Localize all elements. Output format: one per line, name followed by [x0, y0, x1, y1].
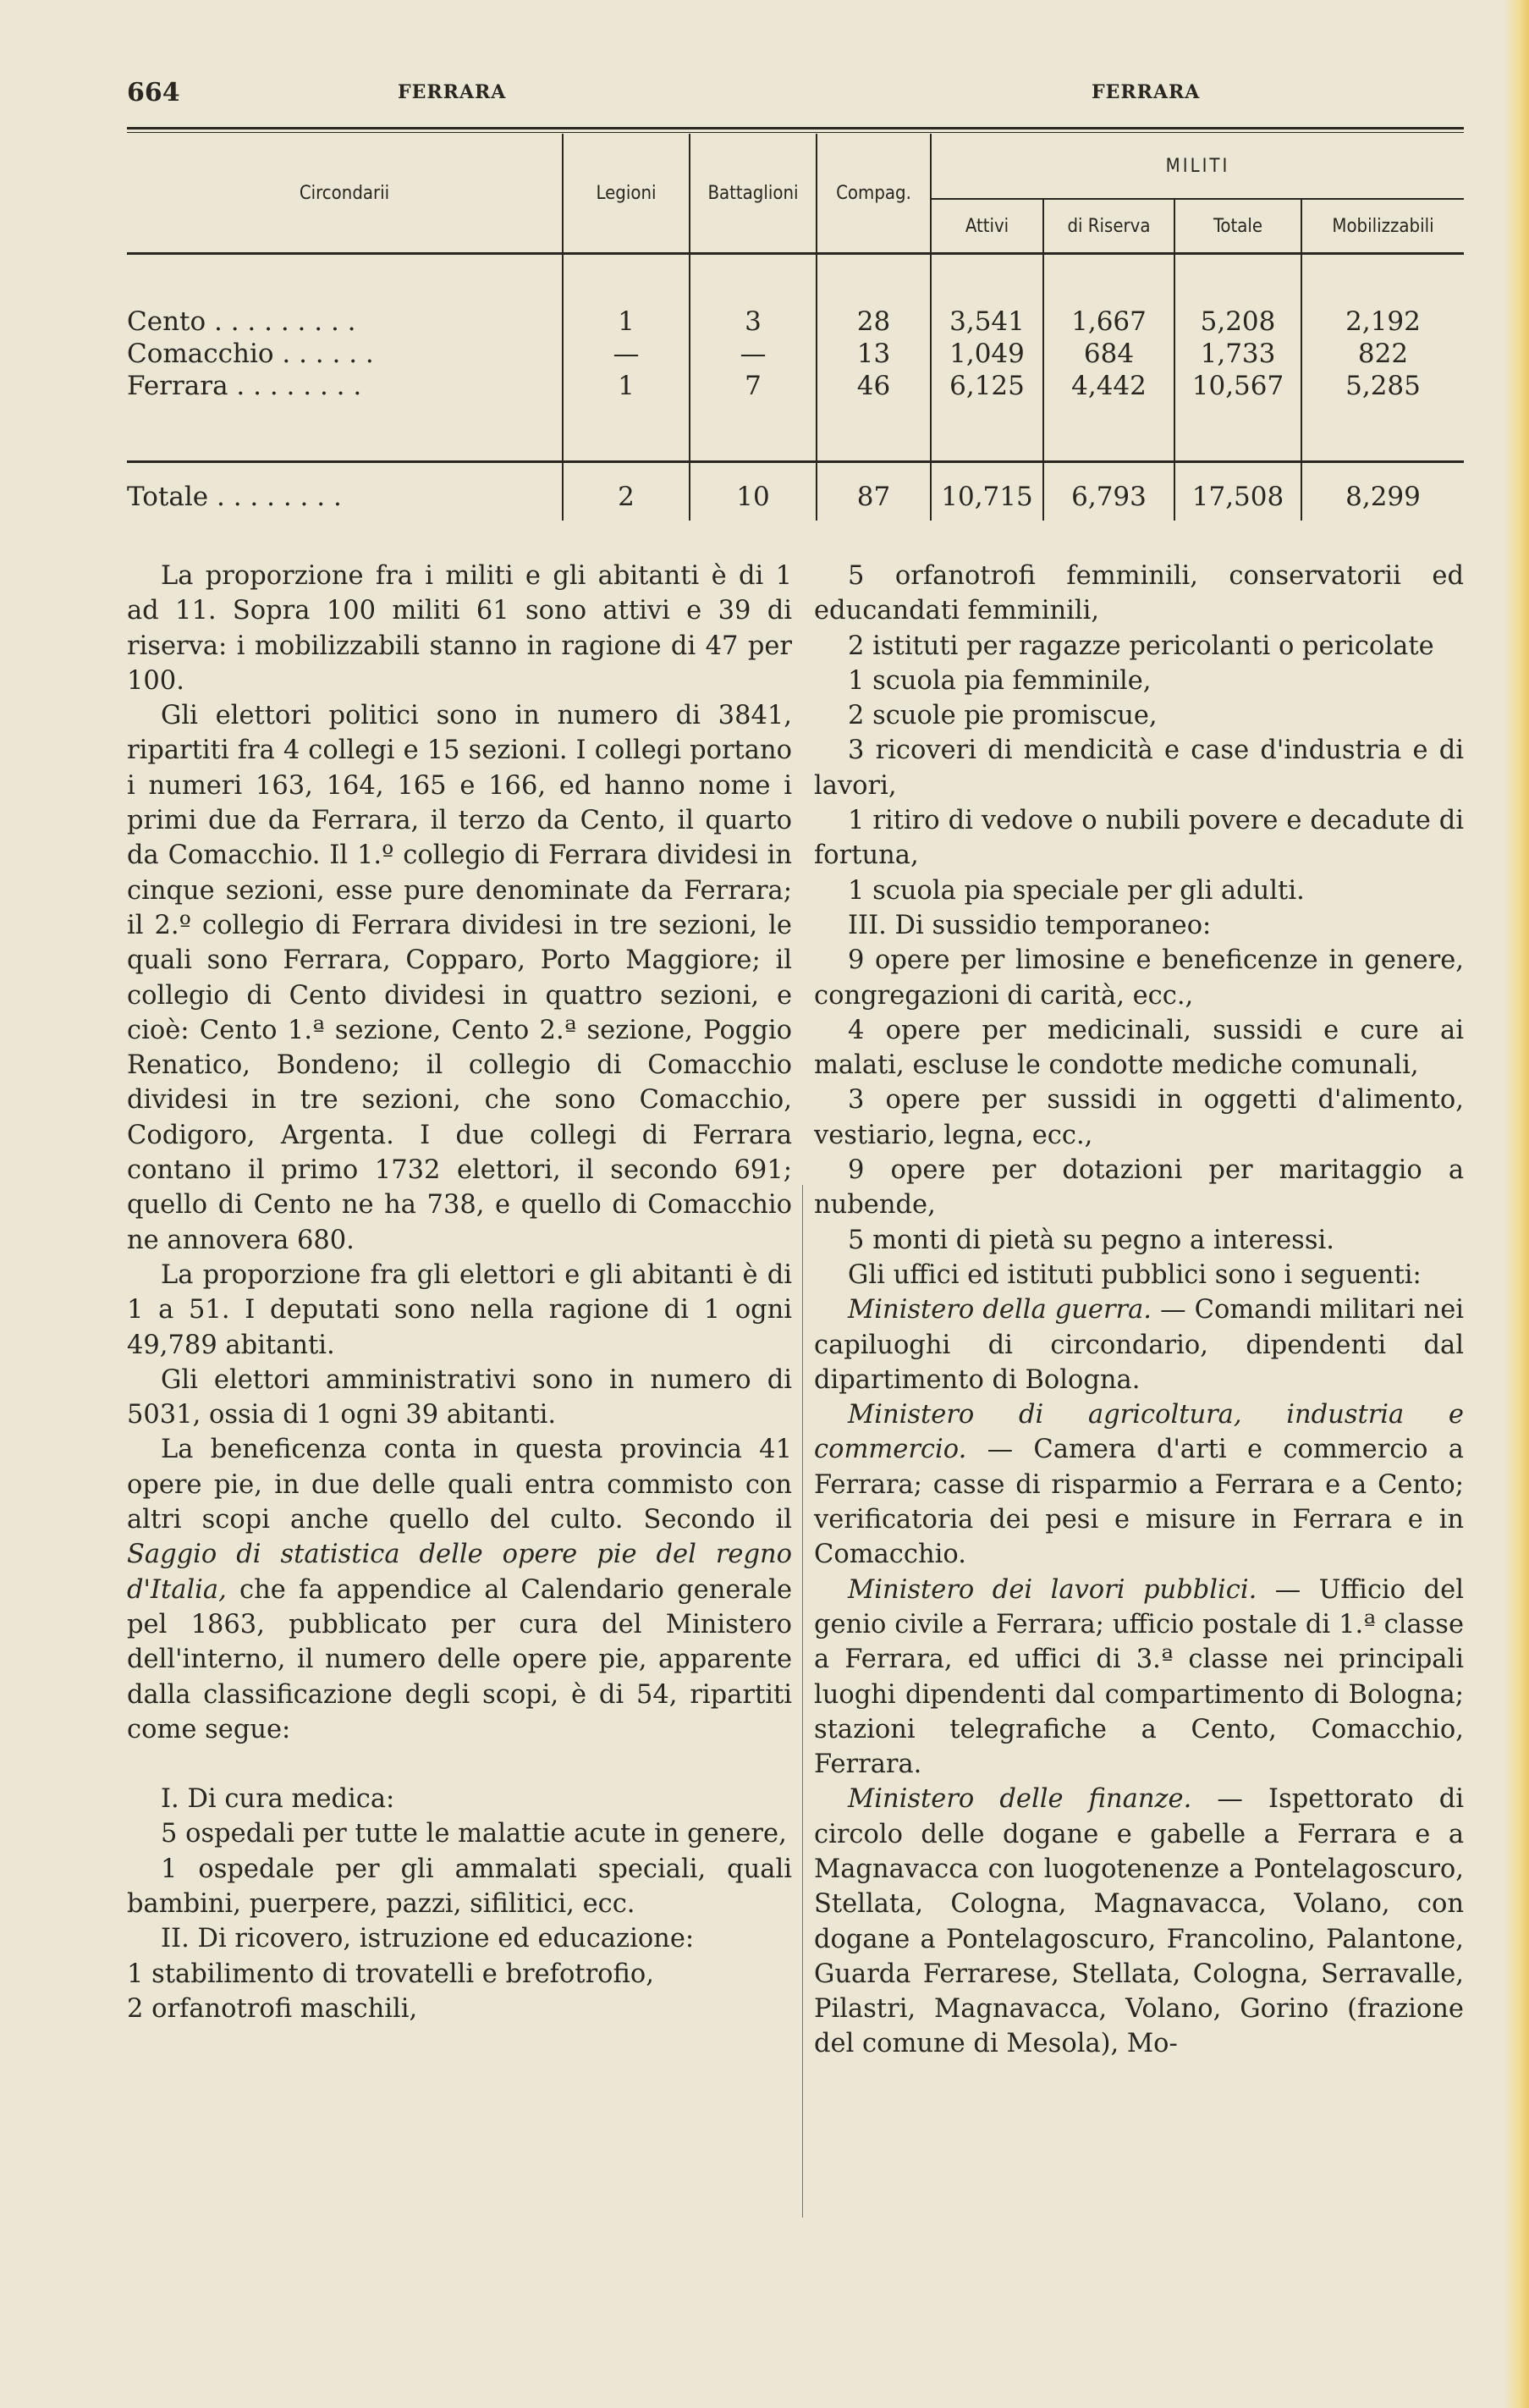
header-compagnie: Compag. [817, 134, 931, 254]
total-compagnie: 87 [817, 461, 931, 521]
total-mobilizzabili: 8,299 [1301, 461, 1464, 521]
cell-riserva: 1,667 [1043, 306, 1174, 338]
cell-riserva: 684 [1043, 338, 1174, 370]
cell-battaglioni: — [690, 338, 817, 370]
cell-attivi: 6,125 [931, 370, 1043, 402]
table-top-rule-thin [127, 132, 1464, 133]
paragraph: Ministero di agricoltura, industria e commercio. — Camera d'arti e commercio a Ferrara; casse di risparmio a Ferrara e a Cento; verificatoria dei pesi e misure in Ferrara e in Comacchio. [814, 1400, 1464, 1570]
total-label: Totale . . . . . . . . [127, 481, 342, 512]
cell-attivi: 1,049 [931, 338, 1043, 370]
list-item: 1 ritiro di vedove o nubili povere e decadute di fortuna, [814, 806, 1464, 871]
paragraph: Ministero delle finanze. — Ispettorato di circolo delle dogane e gabelle a Ferrara e a Magnavacca con luogotenenze a Pontelagoscuro, Stellata, Cologna, Magnavacca, Volano, con dogane a Pontelagoscuro, Francolino, Palantone, Guarda Ferrarese, Stellata, Cologna, Serravalle, Pilastri, Magnavacca, Volano, Gorino (frazione del comune di Mesola), Mo- [814, 1784, 1464, 2059]
list-item: 3 opere per sussidi in oggetti d'alimento, vestiario, legna, ecc., [814, 1085, 1464, 1150]
right-text-column [814, 559, 1464, 2062]
total-battaglioni: 10 [690, 461, 817, 521]
left-text-column [127, 559, 792, 2026]
cell-legioni: 1 [563, 370, 690, 402]
header-mobilizzabili: Mobilizzabili [1301, 199, 1464, 254]
running-title-right: FERRARA [1092, 81, 1201, 103]
total-totale: 17,508 [1174, 461, 1301, 521]
cell-mobilizzabili: 2,192 [1301, 306, 1464, 338]
header-attivi: Attivi [931, 199, 1043, 254]
row-name: Cento . . . . . . . . . [127, 306, 356, 337]
list-item: 2 orfanotrofi maschili, [127, 1993, 418, 2024]
list-item: 2 scuole pie promiscue, [848, 701, 1158, 731]
cell-mobilizzabili: 5,285 [1301, 370, 1464, 402]
cell-battaglioni: 3 [690, 306, 817, 338]
cell-attivi: 3,541 [931, 306, 1043, 338]
header-militi: MILITI [931, 134, 1464, 199]
running-title-left: FERRARA [398, 81, 507, 103]
list-item: 3 ricoveri di mendicità e case d'industria e di lavori, [814, 736, 1464, 801]
table-row [127, 338, 1464, 370]
cell-legioni: 1 [563, 306, 690, 338]
cell-totale: 5,208 [1174, 306, 1301, 338]
cell-compagnie: 46 [817, 370, 931, 402]
paragraph: La proporzione fra i militi e gli abitanti è di 1 ad 11. Sopra 100 militi 61 sono attivi e 39 di riserva: i mobilizzabili stanno in ragione di 47 per 100. [127, 561, 792, 696]
table-total-row [127, 461, 1464, 521]
table-top-rule [127, 127, 1464, 129]
page-edge [1504, 0, 1529, 2408]
paragraph: Gli uffici ed istituti pubblici sono i seguenti: [848, 1259, 1422, 1290]
list-heading: I. Di cura medica: [161, 1784, 395, 1815]
list-item: 1 stabilimento di trovatelli e brefotrofio, [127, 1959, 654, 1989]
column-divider [802, 1185, 803, 2218]
list-item: 5 monti di pietà su pegno a interessi. [848, 1225, 1334, 1255]
cell-mobilizzabili: 822 [1301, 338, 1464, 370]
cell-compagnie: 13 [817, 338, 931, 370]
cell-legioni: — [563, 338, 690, 370]
list-item: 5 orfanotrofi femminili, conservatorii ed educandati femminili, [814, 561, 1464, 626]
header-circondarii: Circondarii [299, 182, 390, 204]
list-heading: III. Di sussidio temporaneo: [848, 910, 1212, 940]
header-legioni: Legioni [563, 134, 690, 254]
total-attivi: 10,715 [931, 461, 1043, 521]
list-item: 2 istituti per ragazze pericolanti o pericolate [848, 631, 1434, 661]
header-riserva: di Riserva [1043, 199, 1174, 254]
paragraph: Ministero dei lavori pubblici. — Ufficio del genio civile a Ferrara; ufficio postale di 1.ª classe a Ferrara, ed uffici di 3.ª classe nei principali luoghi dipendenti dal compartimento di Bologna; stazioni telegrafiche a Cento, Comacchio, Ferrara. [814, 1574, 1464, 1780]
cell-battaglioni: 7 [690, 370, 817, 402]
cell-totale: 10,567 [1174, 370, 1301, 402]
running-head [127, 78, 1472, 112]
list-item: 4 opere per medicinali, sussidi e cure ai malati, escluse le condotte mediche comunali, [814, 1015, 1464, 1081]
paragraph: Gli elettori amministrativi sono in numero di 5031, ossia di 1 ogni 39 abitanti. [127, 1364, 792, 1430]
table-row [127, 370, 1464, 402]
cell-compagnie: 28 [817, 306, 931, 338]
paragraph: La proporzione fra gli elettori e gli abitanti è di 1 a 51. I deputati sono nella ragione di 1 ogni 49,789 abitanti. [127, 1259, 792, 1360]
militia-table [127, 134, 1464, 521]
paragraph: Ministero della guerra. — Comandi militari nei capiluoghi di circondario, dipendenti dal dipartimento di Bologna. [814, 1295, 1464, 1395]
cell-riserva: 4,442 [1043, 370, 1174, 402]
paragraph: La beneficenza conta in questa provincia 41 opere pie, in due delle quali entra commisto con altri scopi anche quello del culto. Secondo il Saggio di statistica delle opere pie del regno d'Italia, che fa appendice al Calendario generale pel 1863, pubblicato per cura del Ministero dell'interno, il numero delle opere pie, apparente dalla classificazione degli scopi, è di 54, ripartiti come segue: [127, 1435, 792, 1744]
row-name: Ferrara . . . . . . . . [127, 371, 362, 401]
list-item: 1 scuola pia femminile, [848, 665, 1152, 696]
table-row [127, 306, 1464, 338]
total-legioni: 2 [563, 461, 690, 521]
page-number: 664 [127, 78, 180, 107]
total-riserva: 6,793 [1043, 461, 1174, 521]
header-battaglioni: Battaglioni [690, 134, 817, 254]
row-name: Comacchio . . . . . . [127, 339, 374, 369]
paragraph: Gli elettori politici sono in numero di 3841, ripartiti fra 4 collegi e 15 sezioni. I collegi portano i numeri 163, 164, 165 e 166, ed hanno nome i primi due da Ferrara, il terzo da Cento, il quarto da Comacchio. Il 1.º collegio di Ferrara dividesi in cinque sezioni, esse pure denominate da Ferrara; il 2.º collegio di Ferrara dividesi in tre sezioni, le quali sono Ferrara, Copparo, Porto Maggiore; il collegio di Cento dividesi in quattro sezioni, e cioè: Cento 1.ª sezione, Cento 2.ª sezione, Poggio Renatico, Bondeno; il collegio di Comacchio dividesi in tre sezioni, che sono Comacchio, Codigoro, Argenta. I due collegi di Ferrara contano il primo 1732 elettori, il secondo 691; quello di Cento ne ha 738, e quello di Comacchio ne annovera 680. [127, 701, 792, 1255]
list-heading: II. Di ricovero, istruzione ed educazione: [161, 1924, 695, 1954]
list-item: 1 ospedale per gli ammalati speciali, quali bambini, puerpere, pazzi, sifilitici, ecc. [127, 1854, 792, 1919]
header-totale: Totale [1174, 199, 1301, 254]
list-item: 9 opere per limosine e beneficenze in genere, congregazioni di carità, ecc., [814, 945, 1464, 1011]
list-item: 9 opere per dotazioni per maritaggio a nubende, [814, 1155, 1464, 1221]
list-item: 1 scuola pia speciale per gli adulti. [848, 875, 1305, 906]
cell-totale: 1,733 [1174, 338, 1301, 370]
list-item: 5 ospedali per tutte le malattie acute in genere, [161, 1819, 787, 1849]
